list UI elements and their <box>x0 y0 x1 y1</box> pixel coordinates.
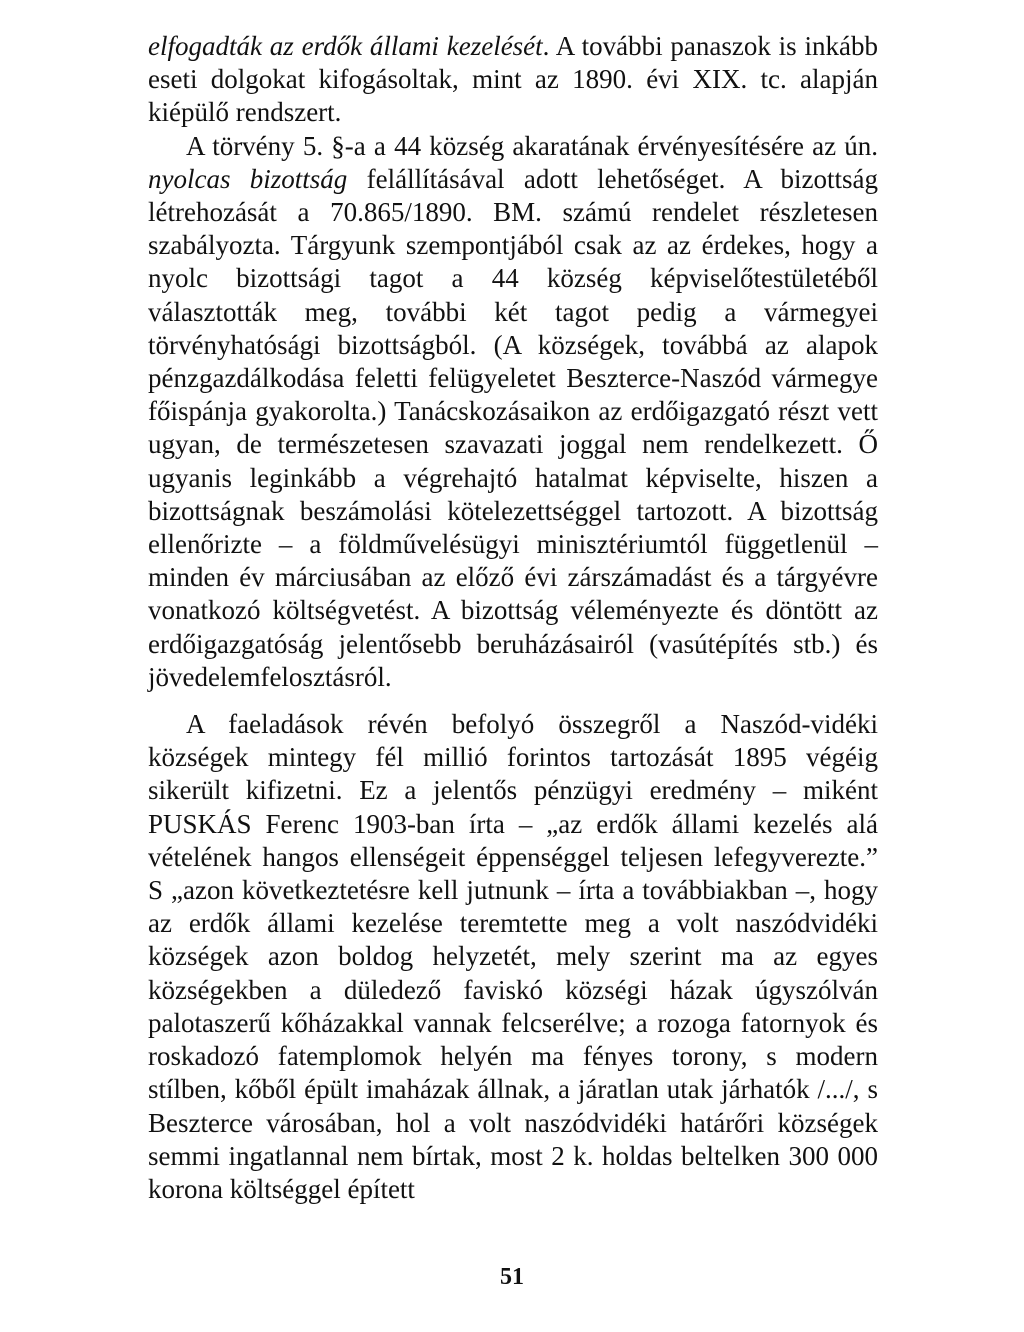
page-number: 51 <box>500 1264 524 1290</box>
paragraph-text: felállításával adott lehetőséget. A bizottság létrehozását a 70.865/1890. BM. számú rendelet részletesen szabályozta. Tárgyunk szempontjából csak az az érdekes, hogy a nyolc bizottsági tagot a 44 község képviselőtestületéből választották meg, további két tagot pedig a vármegyei törvényhatósági bizottságból. (A községek, továbbá az alapok pénzgazdálkodása feletti felügyeletet Beszterce-Naszód vármegye főispánja gyakorolta.) Tanácskozásaikon az erdőigazgató részt vett ugyan, de természetesen szavazati joggal nem rendelkezett. Ő ugyanis leginkább a végrehajtó hatalmat képviselte, hiszen a bizottságnak beszámolási kötelezettséggel tartozott. A bizottság ellenőrizte – a földművelésügyi minisztériumtól függetlenül – minden év márciusában az előző évi zárszámadást és a tárgyévre vonatkozó költségvetést. A bizottság véleményezte és döntött az erdőigazgatóság jelentősebb beruházásairól (vasútépítés stb.) és jövedelemfelosztásról. <box>148 163 878 692</box>
paragraph-text: A faeladások révén befolyó összegről a Naszód-vidéki községek mintegy fél millió forintos tartozását 1895 végéig sikerült kifizetni. Ez a jelentős pénzügyi eredmény – miként PUSKÁS Ferenc 1903-ban írta – „az erdők állami kezelés alá vételének hangos ellenségeit éppenséggel teljesen lefegyverezte.” S „azon következtetésre kell jutnunk – írta a továbbiakban –, hogy az erdők állami kezelése teremtette meg a volt naszódvidéki községek azon boldog helyzetét, mely szerint ma az egyes községekben a düledező faviskó községi házak úgyszólván palotaszerű kőházakkal vannak felcserélve; a rozoga fatornyok és roskadozó fatemplomok helyén ma fényes torony, s modern stílben, kőből épült imaházak állnak, a járatlan utak járhatók /.../, s Beszterce városában, hol a volt naszódvidéki határőri községek semmi ingatlannal nem bírtak, most 2 k. holdas beltelken 300 000 korona költséggel épített <box>148 709 878 1204</box>
paragraph-text: A törvény 5. §-a a 44 község akaratának érvényesítésére az ún. <box>186 130 878 161</box>
italic-phrase: elfogadták az erdők állami kezelését <box>148 31 543 61</box>
paragraph-3 <box>148 708 878 1206</box>
paragraph-1 <box>148 30 878 130</box>
italic-phrase: nyolcas bizottság <box>148 163 348 194</box>
page-body <box>148 30 878 1206</box>
paragraph-2 <box>148 130 878 694</box>
paragraph-text: . A további panaszok is inkább eseti dolgokat kifogásoltak, mint az 1890. évi XIX. tc. alapján kiépülő rendszert. <box>148 31 878 128</box>
